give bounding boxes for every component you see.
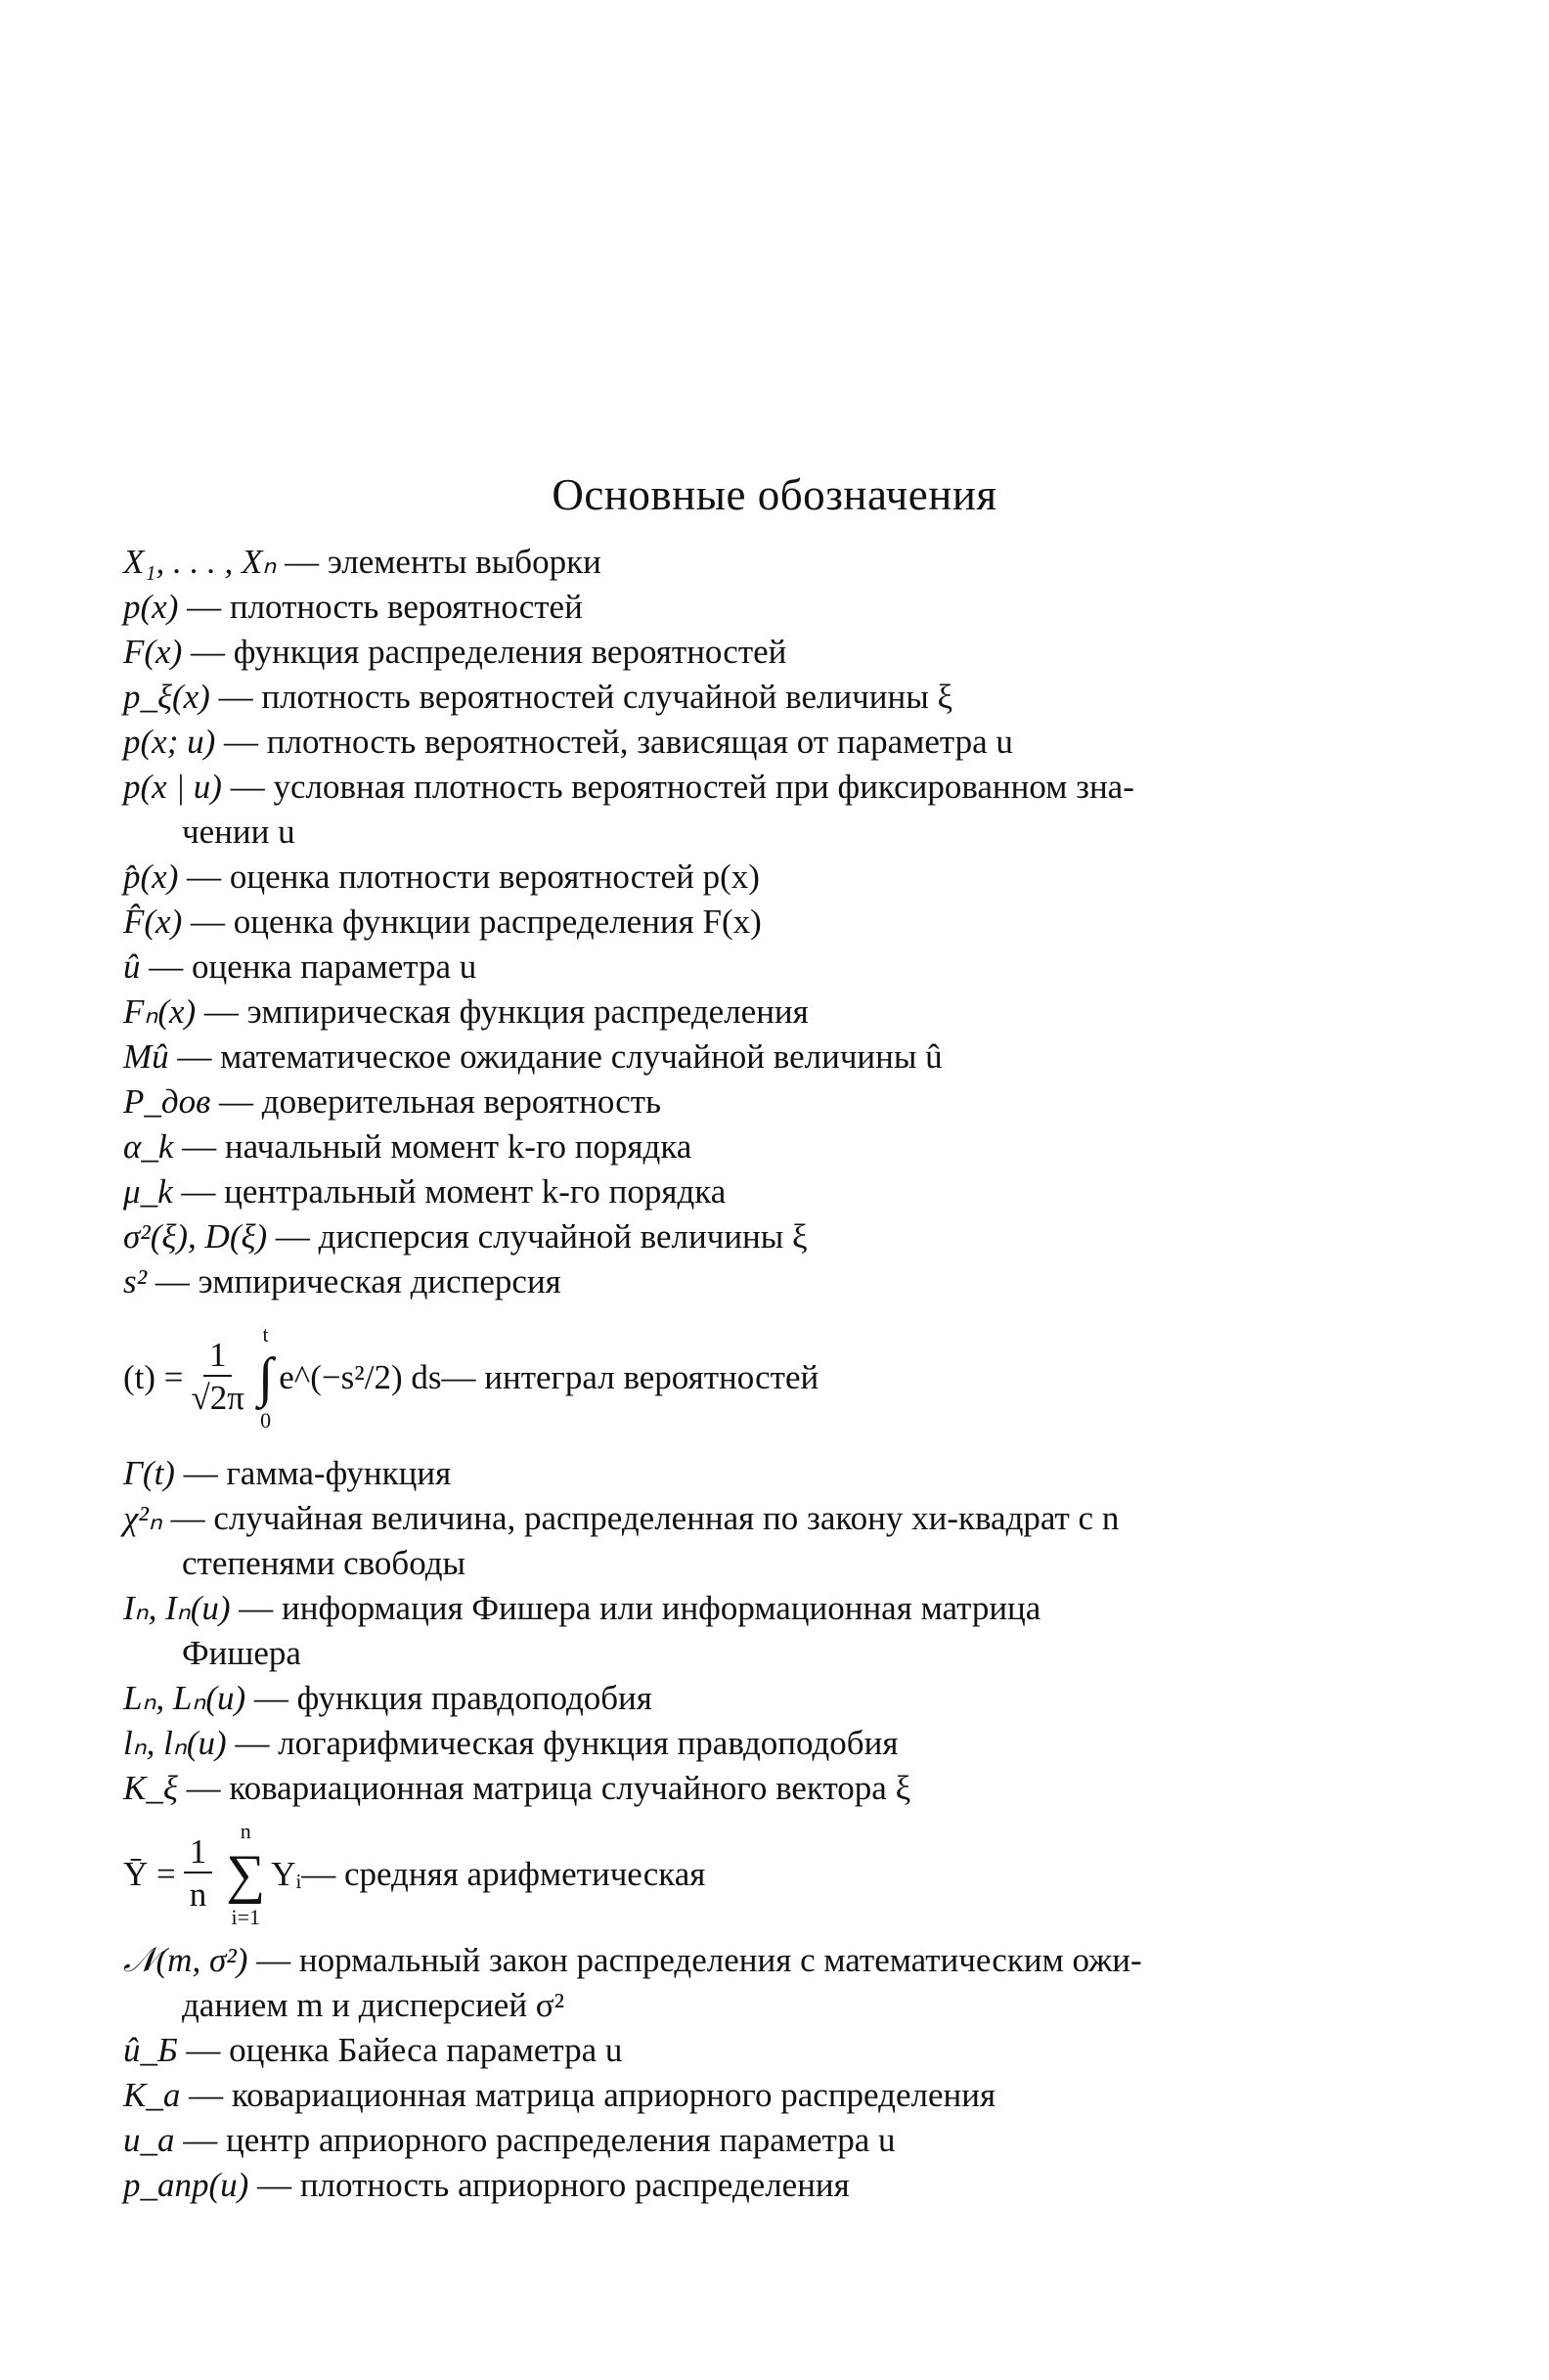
notation-description: — функция распределения вероятностей: [182, 633, 787, 671]
integral-sign: [258, 1321, 273, 1434]
notation-entry: [123, 1169, 1414, 1214]
notation-description: — плотность вероятностей, зависящая от параметра u: [215, 723, 1013, 761]
notation-symbol: s²: [123, 1262, 148, 1300]
notation-description: — функция правдоподобия: [245, 1679, 652, 1717]
notation-entry: [123, 1766, 1414, 1811]
sum-formula: [123, 1811, 1414, 1938]
notation-entry: [123, 990, 1414, 1035]
notation-continuation: Фишера: [182, 1634, 301, 1672]
sum-numerator: 1: [184, 1832, 213, 1873]
notation-symbol: u_a: [123, 2121, 175, 2159]
integral-denominator: √2π: [191, 1379, 244, 1417]
notation-symbol: P_дов: [123, 1082, 211, 1121]
notation-entry: [123, 2163, 1414, 2208]
integral-description: — интеграл вероятностей: [441, 1358, 819, 1396]
notation-symbol: Fₙ(x): [123, 992, 197, 1031]
notation-entry: [123, 675, 1414, 720]
sum-symbol: ∑: [226, 1844, 266, 1905]
integral-numerator: 1: [203, 1336, 233, 1377]
integral-body: e^(−s²/2) ds: [279, 1358, 442, 1396]
notation-symbol: p(x | u): [123, 768, 222, 806]
notation-entry: [123, 1214, 1414, 1259]
notation-symbol: lₙ, lₙ(u): [123, 1724, 227, 1762]
notation-symbol: p(x): [123, 588, 179, 626]
sum-denominator: n: [189, 1875, 207, 1914]
notation-symbol: σ²(ξ), D(ξ): [123, 1217, 268, 1256]
notation-entry: [123, 720, 1414, 765]
integral-fraction: [192, 1336, 244, 1420]
sum-lhs: Ȳ =: [123, 1855, 176, 1893]
notation-entry: [123, 1586, 1414, 1676]
integral-symbol: ∫: [257, 1347, 274, 1408]
notation-entry: [123, 1676, 1414, 1721]
notation-description: — плотность вероятностей: [178, 588, 583, 626]
notation-description: — начальный момент k-го порядка: [173, 1127, 692, 1166]
notation-symbol: K_a: [123, 2076, 181, 2114]
notation-description: — оценка функции распределения F(x): [182, 903, 762, 941]
notation-description: — оценка плотности вероятностей p(x): [178, 858, 760, 896]
notation-description: — оценка параметра u: [140, 948, 477, 986]
notation-symbol: Iₙ, Iₙ(u): [123, 1589, 231, 1627]
notation-description: — оценка Байеса параметра u: [177, 2031, 623, 2069]
notation-description: — случайная величина, распределенная по закону хи-квадрат с n: [161, 1499, 1120, 1537]
sum-lower-limit: i=1: [231, 1905, 260, 1929]
notation-symbol: Mû: [123, 1037, 169, 1076]
notation-description: — ковариационная матрица случайного вектора ξ: [177, 1769, 911, 1807]
notation-description: — дисперсия случайной величины ξ: [267, 1217, 808, 1256]
integral-upper-limit: t: [262, 1322, 269, 1346]
notation-entry: [123, 1721, 1414, 1766]
notation-entry: [123, 1080, 1414, 1124]
integral-lhs: (t) =: [123, 1358, 184, 1396]
notation-entry: [123, 630, 1414, 675]
sum-body: Yᵢ: [271, 1855, 302, 1893]
notation-entry: [123, 585, 1414, 630]
notation-description: — нормальный закон распределения с математическим ожи-: [247, 1941, 1142, 1979]
notation-symbol: Γ(t): [123, 1454, 175, 1492]
notation-group-1: [123, 540, 1414, 1304]
notation-continuation: данием m и дисперсией σ²: [182, 1986, 565, 2024]
notation-description: — условная плотность вероятностей при фиксированном зна-: [221, 768, 1134, 806]
notation-symbol: X₁, . . . , Xₙ: [123, 543, 277, 581]
notation-entry: [123, 2118, 1414, 2163]
notation-description: — плотность вероятностей случайной величины ξ: [209, 678, 953, 716]
notation-description: — гамма-функция: [174, 1454, 452, 1492]
notation-symbol: F̂(x): [123, 903, 183, 941]
notation-group-2: [123, 1451, 1414, 1811]
notation-symbol: p̂(x): [123, 858, 179, 896]
integral-lower-limit: 0: [260, 1408, 272, 1432]
notation-entry: [123, 900, 1414, 945]
notation-symbol: p(x; u): [123, 723, 216, 761]
notation-symbol: α_k: [123, 1127, 174, 1166]
notation-continuation: чении u: [182, 813, 295, 851]
notation-continuation: степенями свободы: [182, 1544, 466, 1582]
notation-entry: [123, 765, 1414, 855]
notation-entry: [123, 1124, 1414, 1169]
integral-formula: [123, 1304, 1414, 1451]
notation-symbol: μ_k: [123, 1172, 173, 1211]
notation-description: — центральный момент k-го порядка: [172, 1172, 727, 1211]
notation-group-3: [123, 1938, 1414, 2208]
notation-description: — логарифмическая функция правдоподобия: [226, 1724, 899, 1762]
notation-symbol: 𝒩(m, σ²): [123, 1941, 248, 1979]
notation-description: — доверительная вероятность: [210, 1082, 662, 1121]
notation-symbol: K_ξ: [123, 1769, 178, 1807]
notation-symbol: p_ξ(x): [123, 678, 210, 716]
notation-description: — ковариационная матрица априорного распределения: [180, 2076, 996, 2114]
notation-entry: [123, 540, 1414, 585]
notation-symbol: F(x): [123, 633, 183, 671]
notation-list: [123, 540, 1414, 2208]
notation-entry: [123, 855, 1414, 900]
notation-entry: [123, 1496, 1414, 1586]
notation-description: — центр априорного распределения параметра u: [174, 2121, 896, 2159]
notation-entry: [123, 945, 1414, 990]
notation-symbol: û: [123, 948, 141, 986]
notation-entry: [123, 1938, 1414, 2028]
notation-entry: [123, 1035, 1414, 1080]
notation-symbol: Lₙ, Lₙ(u): [123, 1679, 246, 1717]
sum-upper-limit: n: [240, 1819, 251, 1843]
notation-symbol: û_Б: [123, 2031, 178, 2069]
notation-description: — эмпирическая дисперсия: [147, 1262, 561, 1300]
notation-description: — эмпирическая функция распределения: [196, 992, 809, 1031]
notation-description: — плотность априорного распределения: [248, 2166, 850, 2204]
notation-description: — математическое ожидание случайной величины û: [168, 1037, 943, 1076]
sum-fraction: [184, 1832, 213, 1917]
sum-sign: [226, 1818, 265, 1931]
sum-description: — средняя арифметическая: [301, 1855, 706, 1893]
page-title: Основные обозначения: [552, 470, 997, 519]
notation-symbol: χ²ₙ: [123, 1499, 162, 1537]
notation-description: — информация Фишера или информационная матрица: [230, 1589, 1041, 1627]
notation-entry: [123, 2073, 1414, 2118]
notation-entry: [123, 2028, 1414, 2073]
notation-entry: [123, 1451, 1414, 1496]
notation-description: — элементы выборки: [276, 543, 601, 581]
notation-symbol: p_апр(u): [123, 2166, 249, 2204]
notation-entry: [123, 1259, 1414, 1304]
